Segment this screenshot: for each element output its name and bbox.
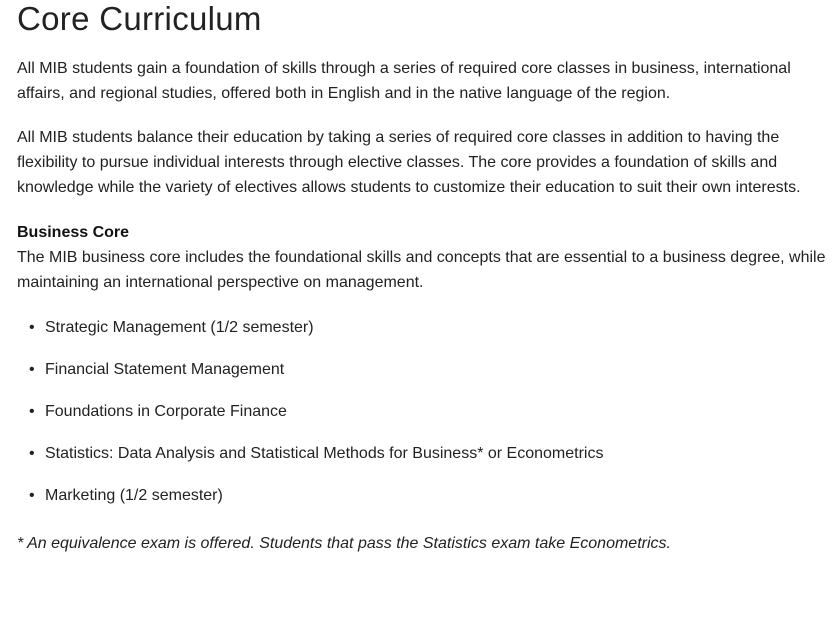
bullet-icon: • (29, 403, 35, 420)
list-item-label: Marketing (1/2 semester) (45, 487, 223, 504)
business-core-list (17, 315, 827, 508)
list-item-label: Strategic Management (1/2 semester) (45, 319, 314, 336)
page-title: Core Curriculum (17, 0, 262, 37)
bullet-icon: • (29, 319, 35, 336)
business-core-description: The MIB business core includes the foundational skills and concepts that are essential to a business degree, while maintaining an international perspective on management. (17, 249, 826, 291)
intro-paragraph-2: All MIB students balance their education by taking a series of required core classes in addition to having the flexibility to pursue individual interests through elective classes. The core provides a foundation of skills and knowledge while the variety of electives allows students to customize their education to suit their own interests. (17, 129, 801, 196)
bullet-icon: • (29, 361, 35, 378)
list-item-label: Statistics: Data Analysis and Statistical Methods for Business* or Econometrics (45, 445, 604, 462)
list-item-label: Financial Statement Management (45, 361, 285, 378)
list-item (29, 441, 827, 466)
list-item (29, 357, 827, 382)
bullet-icon: • (29, 487, 35, 504)
footnote: * An equivalence exam is offered. Students that pass the Statistics exam take Econometrics. (17, 535, 671, 552)
list-item (29, 399, 827, 424)
list-item-label: Foundations in Corporate Finance (45, 403, 287, 420)
page-content (17, 0, 827, 556)
list-item (29, 315, 827, 340)
business-core-heading: Business Core (17, 224, 130, 241)
bullet-icon: • (29, 445, 35, 462)
list-item (29, 483, 827, 508)
intro-paragraph-1: All MIB students gain a foundation of skills through a series of required core classes in business, international affairs, and regional studies, offered both in English and in the native language of the region. (17, 60, 791, 102)
